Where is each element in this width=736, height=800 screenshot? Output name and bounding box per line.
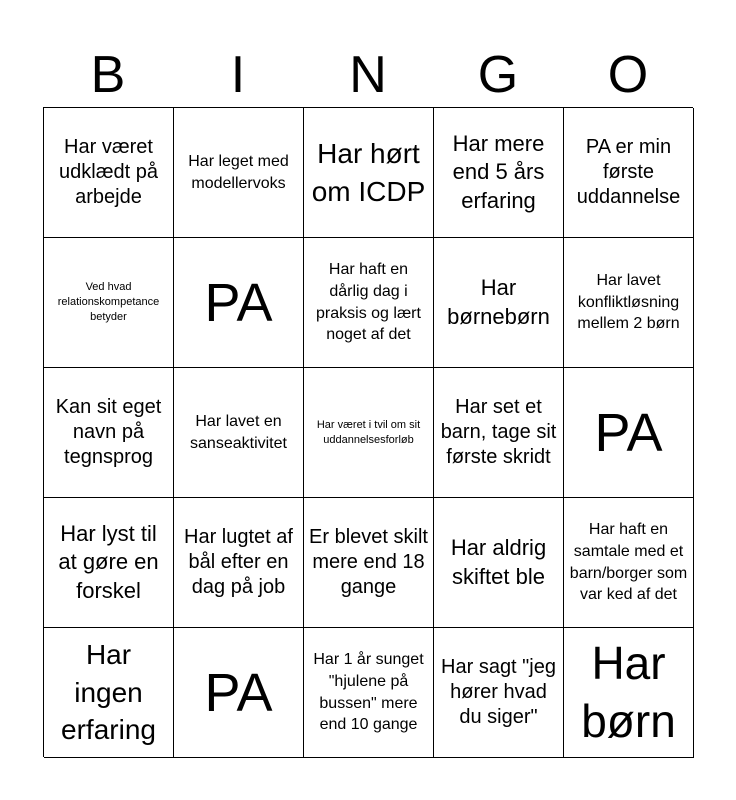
- bingo-cell[interactable]: [174, 238, 304, 368]
- cell-text: Ved hvad relationskompetance betyder: [57, 281, 160, 323]
- bingo-cell[interactable]: [174, 628, 304, 758]
- bingo-cell[interactable]: [44, 628, 174, 758]
- cell-text: PA: [594, 402, 663, 463]
- cell-text: PA: [204, 662, 273, 723]
- cell-text: Har lugtet af bål efter en dag på job: [184, 526, 293, 598]
- cell-text: Har været i tvil om sit uddannelsesforløb: [316, 418, 421, 446]
- bingo-grid: [43, 107, 693, 757]
- bingo-cell[interactable]: [434, 108, 564, 238]
- cell-text: Er blevet skilt mere end 18 gange: [309, 526, 428, 598]
- header-letter-o: O: [607, 46, 649, 104]
- bingo-cell[interactable]: [174, 498, 304, 628]
- bingo-cell[interactable]: [304, 238, 434, 368]
- bingo-cell[interactable]: [304, 498, 434, 628]
- cell-text: Har sagt "jeg hører hvad du siger": [441, 656, 556, 728]
- cell-text: Har 1 år sunget "hjulene på bussen" mere end 10 gange: [313, 651, 424, 734]
- cell-text: PA er min første uddannelse: [576, 136, 681, 208]
- header-letter-b: B: [90, 46, 126, 104]
- cell-text: Har børn: [581, 637, 676, 747]
- bingo-header: [43, 44, 693, 106]
- bingo-cell[interactable]: [434, 498, 564, 628]
- bingo-cell[interactable]: [44, 498, 174, 628]
- cell-text: Har leget med modellervoks: [188, 152, 289, 192]
- bingo-cell[interactable]: [304, 108, 434, 238]
- cell-text: Har aldrig skiftet ble: [450, 534, 547, 589]
- cell-text: Har mere end 5 års erfaring: [452, 130, 545, 213]
- cell-text: Har haft en samtale med et barn/borger som var ked af det: [569, 521, 688, 604]
- cell-text: PA: [204, 272, 273, 333]
- bingo-cell[interactable]: [44, 238, 174, 368]
- header-letter-g: G: [477, 46, 519, 104]
- cell-text: Kan sit eget navn på tegnsprog: [55, 396, 162, 468]
- bingo-cell[interactable]: [304, 368, 434, 498]
- cell-text: Har haft en dårlig dag i praksis og lært noget af det: [316, 261, 421, 344]
- bingo-cell[interactable]: [564, 628, 694, 758]
- bingo-cell[interactable]: [44, 368, 174, 498]
- bingo-cell[interactable]: [304, 628, 434, 758]
- cell-text: Har børnebørn: [447, 274, 550, 329]
- bingo-cell[interactable]: [44, 108, 174, 238]
- cell-text: Har lyst til at gøre en forskel: [58, 520, 159, 603]
- bingo-cell[interactable]: [434, 238, 564, 368]
- cell-text: Har hørt om ICDP: [311, 137, 426, 207]
- header-letter-i: I: [230, 46, 246, 104]
- header-letter-n: N: [349, 46, 387, 104]
- cell-text: Har lavet en sanseaktivitet: [190, 412, 287, 452]
- cell-text: Har ingen erfaring: [61, 638, 156, 746]
- bingo-cell[interactable]: [174, 108, 304, 238]
- bingo-cell[interactable]: [564, 498, 694, 628]
- cell-text: Har været udklædt på arbejde: [59, 136, 158, 208]
- bingo-cell[interactable]: [564, 108, 694, 238]
- bingo-cell[interactable]: [434, 628, 564, 758]
- bingo-cell[interactable]: [434, 368, 564, 498]
- cell-text: Har set et barn, tage sit første skridt: [440, 396, 557, 468]
- cell-text: Har lavet konfliktløsning mellem 2 børn: [577, 272, 680, 333]
- bingo-cell[interactable]: [564, 238, 694, 368]
- bingo-cell[interactable]: [174, 368, 304, 498]
- bingo-cell[interactable]: [564, 368, 694, 498]
